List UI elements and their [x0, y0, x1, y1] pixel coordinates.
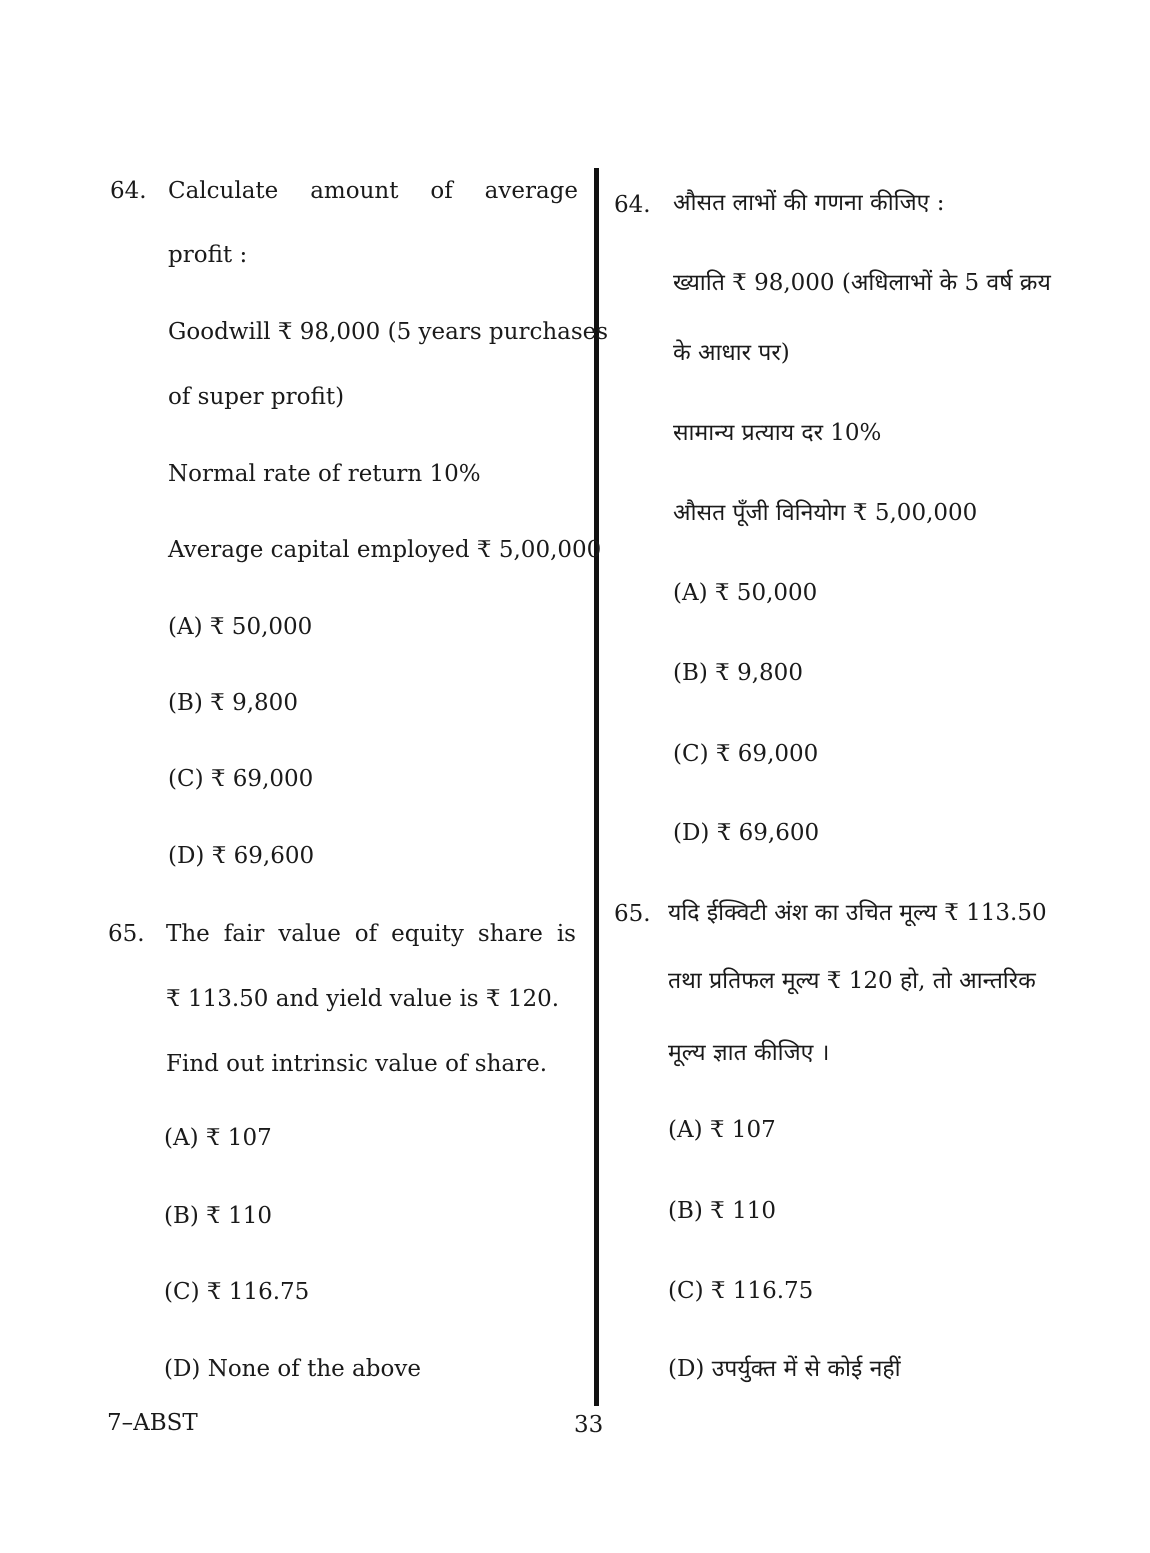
option-d: (D) ₹ 69,600	[673, 820, 820, 846]
question-text-line: profit :	[168, 242, 248, 268]
question-text-line: सामान्य प्रत्याय दर 10%	[673, 420, 882, 446]
question-number: 65.	[108, 921, 145, 947]
question-text-line: Calculate amount of average	[168, 178, 578, 204]
option-d: (D) उपर्युक्त में से कोई नहीं	[668, 1356, 901, 1382]
question-text-line: औसत लाभों की गणना कीजिए :	[673, 190, 945, 216]
option-b: (B) ₹ 110	[668, 1198, 777, 1224]
question-text-line: Average capital employed ₹ 5,00,000	[168, 537, 602, 563]
option-c: (C) ₹ 116.75	[668, 1278, 814, 1304]
option-a: (A) ₹ 50,000	[168, 614, 313, 640]
page-number: 33	[574, 1412, 604, 1438]
option-b: (B) ₹ 9,800	[168, 690, 298, 716]
option-a: (A) ₹ 107	[668, 1117, 776, 1143]
question-text-line: ख्याति ₹ 98,000 (अधिलाभों के 5 वर्ष क्रय	[673, 270, 1051, 296]
column-divider	[594, 168, 599, 1406]
paper-code: 7–ABST	[107, 1410, 198, 1436]
option-c: (C) ₹ 116.75	[164, 1279, 310, 1305]
question-text-line: तथा प्रतिफल मूल्य ₹ 120 हो, तो आन्तरिक	[668, 968, 1036, 994]
question-text-line: औसत पूँजी विनियोग ₹ 5,00,000	[673, 500, 978, 526]
question-number: 64.	[614, 192, 651, 218]
question-text-line: of super profit)	[168, 384, 345, 410]
option-c: (C) ₹ 69,000	[168, 766, 314, 792]
question-number: 65.	[614, 901, 651, 927]
option-a: (A) ₹ 107	[164, 1125, 272, 1151]
question-text-line: के आधार पर)	[673, 340, 790, 366]
option-b: (B) ₹ 110	[164, 1203, 273, 1229]
question-text-line: Find out intrinsic value of share.	[166, 1051, 548, 1077]
question-number: 64.	[110, 178, 147, 204]
question-text-line: Normal rate of return 10%	[168, 461, 481, 487]
question-text-line: Goodwill ₹ 98,000 (5 years purchases	[168, 319, 609, 345]
question-text-line: The fair value of equity share is	[166, 921, 576, 947]
option-d: (D) ₹ 69,600	[168, 843, 315, 869]
question-text-line: ₹ 113.50 and yield value is ₹ 120.	[166, 986, 560, 1012]
option-a: (A) ₹ 50,000	[673, 580, 818, 606]
question-text-line: मूल्य ज्ञात कीजिए ।	[668, 1040, 830, 1066]
option-c: (C) ₹ 69,000	[673, 741, 819, 767]
question-text-line: यदि ईक्विटी अंश का उचित मूल्य ₹ 113.50	[668, 900, 1047, 926]
option-b: (B) ₹ 9,800	[673, 660, 803, 686]
option-d: (D) None of the above	[164, 1356, 421, 1382]
